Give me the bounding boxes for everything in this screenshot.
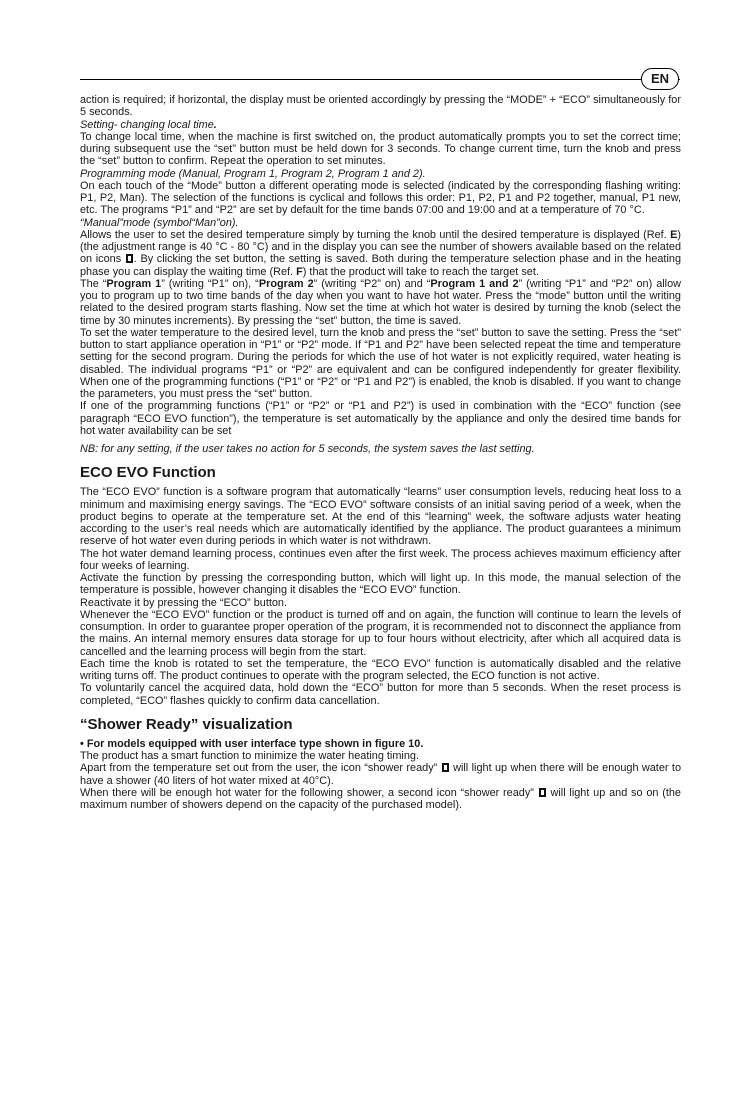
shower-paragraph: The product has a smart function to minimize the water heating timing.: [80, 750, 419, 762]
shower-paragraph: Apart from the temperature set out from the user, the icon “shower ready” will light up when there will be enough water to have a shower (40 liters of hot water mixed at 40°C).: [80, 762, 681, 787]
shower-paragraph: When there will be enough hot water for the following shower, a second icon “shower ready” will light up and so on (the maximum number of showers depend on the capacity of the purchased model).: [80, 786, 681, 811]
temperature-paragraph: To set the water temperature to the desired level, turn the knob and press the “set” button to save the setting. Press the “set” button to start appliance operation in “P1” or “P2” mode. If “P1 and P2” have been selected repeat the time and temperature setting for the second program. During the periods for which the use of hot water is not explicitly required, water heating is disabled. The individual programs “P1” or “P2” are equivalent and can be configured independently for greater flexibility. When one of the programming functions (“P1” or “P2” or “P1 and P2”) is enabled, the knob is disabled. If you want to change the parameters, you must press the “set” button.: [80, 326, 681, 400]
shower-ready-title: “Shower Ready” visualization: [80, 715, 293, 733]
eco-paragraph: To voluntarily cancel the acquired data, hold down the “ECO” button for more than 5 seconds. When the reset process is completed, “ECO” flashes quickly to confirm data cancellation.: [80, 682, 681, 707]
paragraph-intro: action is required; if horizontal, the display must be oriented accordingly by pressing the “MODE” + “ECO” simultaneously for 5 seconds.: [80, 94, 681, 119]
shower-ready-icon: [442, 763, 449, 772]
eco-paragraph: Reactivate it by pressing the “ECO” button.: [80, 596, 288, 609]
manual-mode-body: Allows the user to set the desired temperature simply by turning the knob until the desired temperature is displayed (Ref. E) (the adjustment range is 40 °C - 80 °C) and in the display you can see the number of showers available based on the related on icons . By clicking the set button, the setting is saved. Both during the temperature selection phase and in the heating phase you can display the waiting time (Ref. F) that the product will take to reach the target set.: [80, 228, 681, 278]
programming-mode-body: On each touch of the “Mode” button a different operating mode is selected (indicated by the corresponding flashing writing: P1, P2, Man). The selection of the functions is cyclical and follows this order: P1, P2, P1 and P2 together, manual, P1 new, etc. The programs “P1” and “P2” are set by default for the time bands 07:00 and 19:00 and at a temperature of 70 °C.: [80, 179, 681, 217]
setting-time-body: To change local time, when the machine is first switched on, the product automatically prompts you to set the correct time; during subsequent use the “set” button must be held down for 3 seconds. To change current time, turn the knob and press the “set” button to confirm. Repeat the operation to set minutes.: [80, 130, 681, 168]
programming-mode-heading: Programming mode (Manual, Program 1, Program 2, Program 1 and 2).: [80, 167, 426, 180]
eco-paragraph: The hot water demand learning process, continues even after the first week. The process achieves maximum efficiency after four weeks of learning.: [80, 547, 681, 572]
shower-bullet: • For models equipped with user interface type shown in figure 10.: [80, 737, 424, 750]
setting-time-heading: Setting- changing local time.: [80, 118, 217, 131]
page-content: [80, 94, 681, 811]
eco-evo-title: ECO EVO Function: [80, 464, 216, 482]
eco-combination-paragraph: If one of the programming functions (“P1” or “P2” or “P1 and P2”) is used in combination with the “ECO” function (see paragraph “ECO EVO function”), the temperature is set automatically by the appliance and only the desired time bands for hot water availability can be set: [80, 400, 681, 437]
language-badge: EN: [641, 68, 679, 90]
manual-mode-heading: “Manual”mode (symbol“Man”on).: [80, 216, 239, 229]
eco-paragraph: Activate the function by pressing the corresponding button, which will light up. In this mode, the manual selection of the temperature is possible, however changing it disables the “ECO EVO” function.: [80, 572, 681, 597]
eco-paragraph: The “ECO EVO” function is a software program that automatically “learns” user consumption levels, reducing heat loss to a minimum and maximising energy savings. The “ECO EVO” software consists of an initial saving period of a week, when the product begins to operate at the temperature set. At the end of this “learning” week, the software adjusts water heating according to the user’s real needs which are automatically identified by the appliance. The product guarantees a minimum reserve of hot water even during periods in which water is not withdrawn.: [80, 486, 681, 548]
shower-ready-icon: [539, 788, 546, 797]
eco-paragraph: Whenever the “ECO EVO” function or the product is turned off and on again, the function will continue to learn the levels of consumption. In order to guarantee proper operation of the program, it is recommended not to disconnect the appliance from the mains. An internal memory ensures data storage for up to four hours without electricity, after which all acquired data is cancelled and the learning process will begin from the start.: [80, 608, 681, 658]
header-rule: [80, 79, 680, 80]
shower-icon: [126, 254, 133, 263]
programs-paragraph: The “Program 1” (writing “P1” on), “Program 2” (writing “P2” on) and “Program 1 and 2” (writing “P1” and “P2” on) allow you to program up to two time bands of the day when you want to have hot water. Press the “mode” button until the writing related to the desired program starts flashing. Now set the time at which hot water is desired by turning the knob (select the time by 30 minutes increments). By pressing the “set” button, the time is saved.: [80, 277, 682, 327]
eco-paragraph: Each time the knob is rotated to set the temperature, the “ECO EVO” function is automatically disabled and the relative writing turns off. The product continues to operate with the program selected, the ECO function is not active.: [80, 657, 681, 682]
note: NB: for any setting, if the user takes no action for 5 seconds, the system saves the last setting.: [80, 443, 535, 455]
